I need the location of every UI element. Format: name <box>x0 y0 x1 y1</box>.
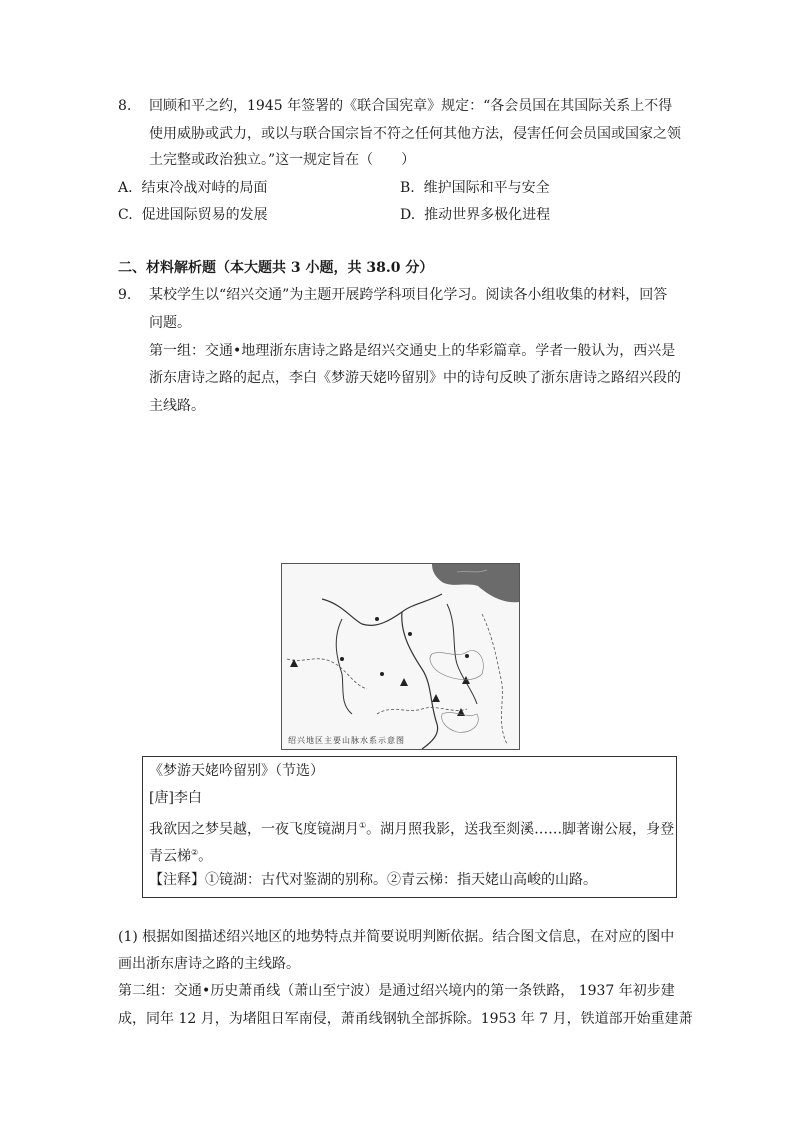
option-label: A. <box>118 180 133 196</box>
town-dot <box>340 657 344 661</box>
boundary-west <box>287 659 367 689</box>
poem-line1-b: 。湖月照我影，送我至剡溪……脚著谢公屐，身登 <box>366 821 675 838</box>
map-drawing <box>282 564 519 749</box>
river-north <box>322 594 442 625</box>
heading-score: 38.0 <box>366 260 401 276</box>
option-label: C. <box>118 207 133 223</box>
option-text: 推动世界多极化进程 <box>424 207 551 223</box>
group2-line1: 第二组：交通•历史萧甬线（萧山至宁波）是通过绍兴境内的第一条铁路， 1937 年初步建 <box>118 983 675 999</box>
footnote-mark-1: ① <box>359 821 367 830</box>
river-central <box>402 612 438 749</box>
q9-group1-line3: 主线路。 <box>149 398 205 414</box>
footnote-mark-2: ② <box>191 848 199 857</box>
q8-option-c[interactable] <box>118 205 268 225</box>
town-dot <box>380 672 384 676</box>
group2-line2: 成，同年 12 月，为堵阻日军南侵，萧甬线钢轨全部拆除。1953 年 7 月，铁道部开始重建萧 <box>118 1011 693 1027</box>
shaoxing-map <box>281 563 520 750</box>
q9-group1-line1: 第一组：交通•地理浙东唐诗之路是绍兴交通史上的华彩篇章。学者一般认为，西兴是 <box>149 343 676 359</box>
boundary-east <box>482 614 507 744</box>
option-text: 维护国际和平与安全 <box>423 180 550 196</box>
poem-line2-b: 。 <box>198 848 213 865</box>
town-dot <box>408 632 412 636</box>
option-text: 结束冷战对峙的局面 <box>141 180 268 196</box>
q8-option-d[interactable] <box>400 205 550 225</box>
poem-annotation: 【注释】①镜湖：古代对鉴湖的别称。②青云梯：指天姥山高峻的山路。 <box>149 872 597 888</box>
heading-mid: 小题，共 <box>300 260 367 276</box>
q8-number: 8. <box>118 98 132 114</box>
heading-prefix: 二、材料解析题（本大题共 <box>118 260 291 276</box>
poem-line2 <box>149 843 212 867</box>
river-west <box>336 619 352 714</box>
option-label: D. <box>400 207 416 223</box>
poem-box <box>142 756 677 898</box>
town-dot <box>375 617 379 621</box>
option-text: 促进国际贸易的发展 <box>141 207 268 223</box>
sub1-line1: (1) 根据如图描述绍兴地区的地势特点并简要说明判断依据。结合图文信息，在对应的图中 <box>118 929 675 945</box>
sub1-line2: 画出浙东唐诗之路的主线路。 <box>118 956 300 972</box>
heading-suffix: 分） <box>400 260 434 276</box>
heading-count: 3 <box>290 260 301 276</box>
section-heading <box>118 258 433 278</box>
q9-group1-line2: 浙东唐诗之路的起点，李白《梦游天姥吟留别》中的诗句反映了浙东唐诗之路绍兴段的 <box>149 370 681 386</box>
poem-author: [唐]李白 <box>149 790 202 806</box>
mountain-icon <box>290 659 298 667</box>
bay-area <box>432 564 519 602</box>
q9-number: 9. <box>118 287 132 303</box>
q8-stem-line2: 使用威胁或武力，或以与联合国宗旨不符之任何其他方法，侵害任何会员国或国家之领 <box>149 126 681 142</box>
hill-contour <box>430 651 483 680</box>
map-caption: 绍兴地区主要山脉水系示意图 <box>288 736 405 745</box>
q8-stem-line1: 回顾和平之约，1945 年签署的《联合国宪章》规定：“各会员国在其国际关系上不得 <box>149 98 673 114</box>
mountain-icon <box>400 678 408 686</box>
q8-stem-line3: 土完整或政治独立。”这一规定旨在（ ） <box>149 152 416 168</box>
town-dot <box>465 654 469 658</box>
q8-option-a[interactable] <box>118 178 267 198</box>
option-label: B. <box>400 180 415 196</box>
poem-line1 <box>149 816 674 840</box>
q9-intro-line2: 问题。 <box>149 315 191 331</box>
poem-title: 《梦游天姥吟留别》（节选） <box>149 763 324 779</box>
poem-line1-a: 我欲因之梦吴越，一夜飞度镜湖月 <box>149 821 359 838</box>
q9-intro-line1: 某校学生以“绍兴交通”为主题开展跨学科项目化学习。阅读各小组收集的材料，回答 <box>149 287 668 303</box>
mountain-icon <box>432 694 440 702</box>
poem-line2-a: 青云梯 <box>149 848 191 865</box>
q8-option-b[interactable] <box>400 178 550 198</box>
